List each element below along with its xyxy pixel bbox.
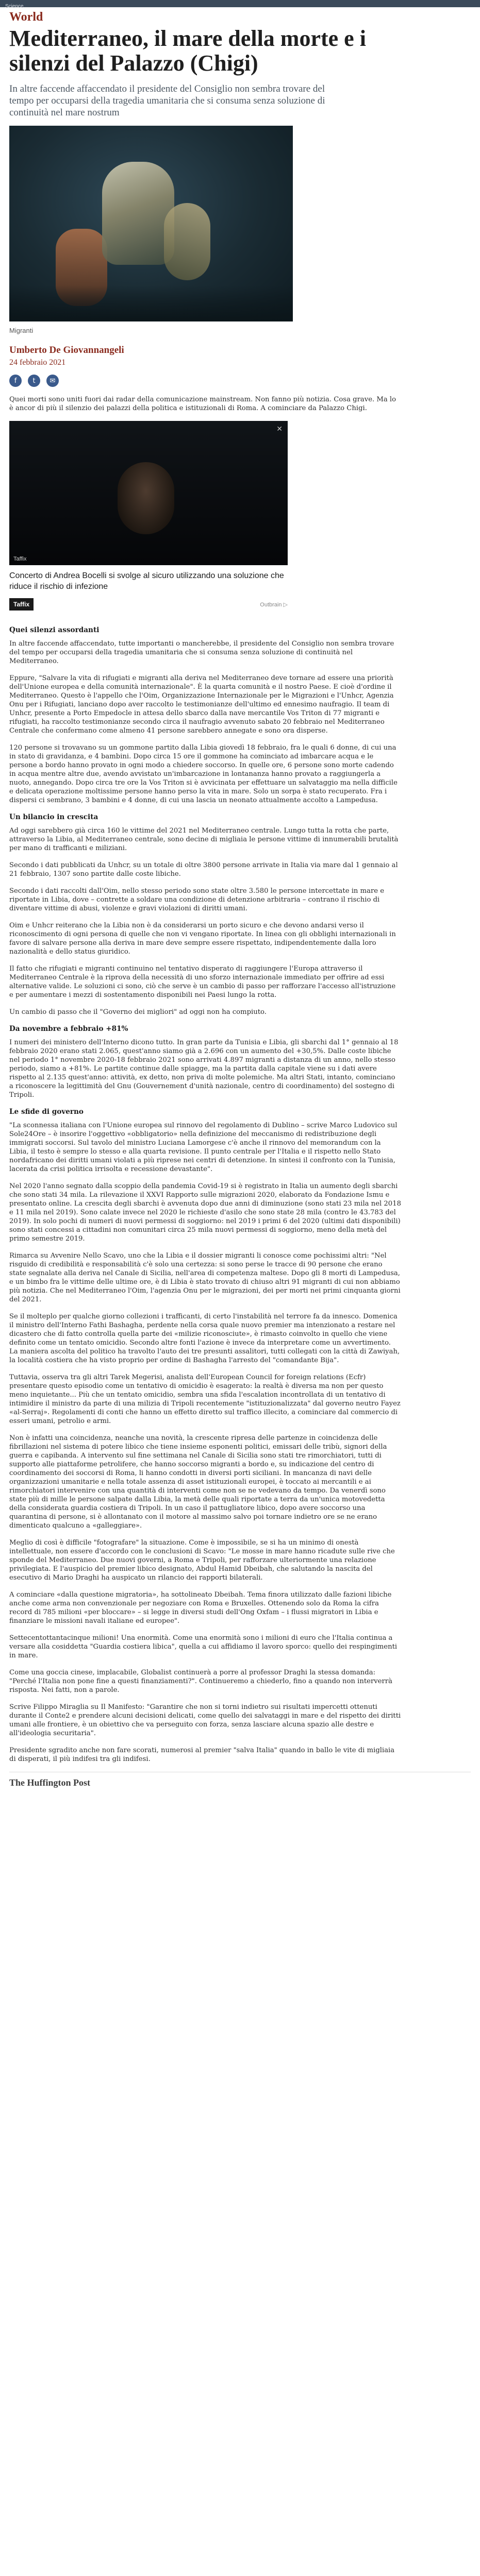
paragraph: Oim e Unhcr reiterano che la Libia non è da considerarsi un porto sicuro e che devono andarsi verso il riconoscimento di ogni persona di quelle che non vi vengano riportate. In linea con gli obblighi internazionali in favore di salvare persone alla deriva in mare deve sempre essere rispettato, indipendentemente dalla loro nazionalità e dello status giuridico. — [9, 922, 396, 956]
hero-image — [9, 126, 293, 321]
video-caption[interactable]: Concerto di Andrea Bocelli si svolge al sicuro utilizzando una soluzione che riduce il rischio di infezione — [9, 571, 284, 591]
article-dek: In altre faccende affaccendato il presidente del Consiglio non sembra trovare del tempo per occuparsi della tragedia umanitaria che si consuma senza soluzione di continuità nel mare nostrum — [9, 83, 325, 118]
close-icon[interactable]: ✕ — [276, 425, 283, 433]
video-ad[interactable] — [9, 421, 288, 611]
paragraph: "La sconnessa italiana con l'Unione europea sul rinnovo del regolamento di Dublino – scrive Marco Ludovico sul Sole24Ore – è insorire l'oggettivo «obbligatorio» nella definizione del meccanismo di redistribuzione degli immigrati soccorsi. Sul tavolo del ministro Luciana Lamorgese c'è anche il rinnovo del memorandum con la Libia, il testo è sempre lo stesso e alla quarta revisione. Il punto centrale per l'Italia e il rispetto nello Stato nordafricano dei diritti umani violati a più riprese nei centri di detenzione. In sintesi il confronto con la Tunisia, lacerata da crisi politica irrisolta e recessione devastante". — [9, 1122, 398, 1173]
author-link[interactable]: Umberto De Giovannangeli — [9, 345, 124, 355]
paragraph: Se il molteplo per qualche giorno collezioni i trafficanti, di certo l'instabilità nel terrore fa da innesco. Domenica il ministro dell'Interno Fathi Bashagha, perdente nella corsa quale nuovo premier ma intenzionato a restare nel dicastero che di fatto controlla quella parte dei «milizie riconosciute», è rimasto coinvolto in quello che viene definito come un tentato omicidio. Secondo altre fonti l'azione è invece da interpretare come un avvertimento. La maniera ascolta del politico ha travolto l'auto dei tre presunti assalitori, tutti collegati con la città di Zawiyah, la località costiera che ha visto proprio per ordine di Bashagha l'arresto del "comandante Bija". — [9, 1313, 400, 1364]
paragraph: Tuttavia, osserva tra gli altri Tarek Megerisi, analista dell'European Council for foreign relations (Ecfr) presentare questo episodio come un tentativo di omicidio è esagerato: la realtà è diversa ma non per questo meno inquietante... Più che un tentato omicidio, sembra una sfida l'escalation incontrollata di un tentativo di intimidire il ministro da parte di una milizia di Tripoli recentemente "istituzionalizzata" dal governo neutro Fayez «al-Serraj». Regolamenti di conti che hanno un effetto diretto sul traffico illecito, a cominciare dal commercio di esseri umani, petrolio e armi. — [9, 1374, 401, 1425]
top-bar — [0, 0, 480, 7]
image-caption: Migranti — [9, 327, 34, 334]
share-bar — [9, 375, 471, 387]
section-label[interactable]: World — [9, 10, 43, 24]
article-body — [9, 395, 401, 1764]
article-container — [0, 10, 480, 1788]
mail-icon[interactable]: ✉ — [46, 375, 59, 387]
paragraph: Non è infatti una coincidenza, neanche una novità, la crescente ripresa delle partenze in coincidenza delle fibrillazioni nel sistema di potere libico che tiene insieme esponenti politici, emissari delle tribù, signori della guerra e capibanda. A intervento sul fine settimana nel Canale di Sicilia sono stati tre rimorchiatori, tutti di supporto alle piattaforme petrolifere, che hanno soccorso migranti a bordo e, su indicazione del centro di coordinamento dei soccorsi di Roma, li hanno condotti in diversi porti siciliani. In mancanza di navi delle organizzazioni umanitarie e nella totale assenza di asset istituzionali europei, è toccato ai mercantili e ai rimorchiatori intervenire con una quantità di interventi come non se ne vedevano da tempo. Da venerdì sono state più di mille le persone salpate dalla Libia, la metà delle quali riportate a terra da un'unica motovedetta della considerata guardia costiera di Tripoli. In un caso il pattugliatore libico, dopo avere soccorso una quarantina di persone, si è allontanato con il motore al massimo salvo poi tornare indietro ore se ne erano dimenticato qualcuno a «galleggiare». — [9, 1434, 387, 1530]
paragraph: 120 persone si trovavano su un gommone partito dalla Libia giovedì 18 febbraio, fra le quali 6 donne, di cui una in stato di gravidanza, e 4 bambini. Dopo circa 15 ore il gommone ha cominciato ad imbarcare acqua e le persone a bordo hanno provato in ogni modo a chiedere soccorso. In quelle ore, 6 persone sono morte cadendo in acqua mentre altre due, avendo avvistato un'imbarcazione in lontananza hanno provato a raggiungerla a nuoto, annegando. Dopo circa tre ore la Vos Triton si è avvicinata per effettuare un salvataggio ma nella difficile e delicata operazione moltissime persone hanno perso la vita in mare. Solo un sorpa è stato recuperato. Fra i dispersi ci sembrano, 3 bambini e 4 donne, di cui una lascia un neonato attualmente accolto a Lampedusa. — [9, 744, 398, 804]
subheading: Da novembre a febbraio +81% — [9, 1025, 128, 1033]
paragraph: Presidente sgradito anche non fare scorati, numerosi al premier "salva Italia" quando in ballo le vite di migliaia di disperati, il più indifesi tra gli indifesi. — [9, 1747, 395, 1763]
subheading: Quei silenzi assordanti — [9, 626, 100, 634]
paragraph: Il fatto che rifugiati e migranti continuino nel tentativo disperato di raggiungere l'Europa attraverso il Mediterraneo Centrale è la riprova della necessità di uno sforzo internazionale immediato per offrire ad essi alternative valide. Le soluzioni ci sono, ciò che serve è un cambio di passo per rafforzare l'accesso all'istruzione e per aumentare i mezzi di sostentamento disponibili nei Paesi lungo la rotta. — [9, 965, 396, 999]
paragraph: Meglio di così è difficile "fotografare" la situazione. Come è impossibile, se si ha un minimo di onestà intellettuale, non essere d'accordo con le conclusioni di Scavo: "Le mosse in mare hanno ricadute sulle rive che sponde del Mediterraneo. Due nuovi governi, a Roma e Tripoli, per rafforzare ulteriormente una relazione privilegiata. E l'auspicio del premier libico designato, Abdul Hamid Dbeibah, che salutando la nascita del esecutivo di Mario Draghi ha auspicato un rilancio dei rapporti bilaterali. — [9, 1539, 395, 1582]
paragraph: Settecentottantacinque milioni! Una enormità. Come una enormità sono i milioni di euro che l'Italia continua a versare alla cosiddetta "Guardia costiera libica", quella a cui affidiamo il lavoro sporco: quello dei respingimenti in mare. — [9, 1634, 398, 1659]
video-label: Taffix — [13, 556, 27, 562]
video-frame[interactable] — [9, 421, 288, 565]
footer — [9, 1772, 471, 1788]
paragraph: I numeri dei ministero dell'Interno dicono tutto. In gran parte da Tunisia e Libia, gli sbarchi dal 1° gennaio al 18 febbraio 2020 erano stati 2.065, quest'anno siamo già a 2.696 con un aumento del +30,5%. Dalle coste libiche nel periodo 1° novembre 2020-18 febbraio 2021 sono arrivati 4.897 migranti a distanza di un anno, nello stesso periodo, siamo a +81%. Le partite continue dalle spiagge, ma la partita dalla capitale viene su i dati avere rispetto al 2.135 quest'anno: attività, ex detto, non priva di molte polemiche. Ma altri Stati, intanto, cominciano a riconoscere la legittimità del Gnu (Gouvernement d'unità nazionale, centro di coordinamento) del sostegno di Tripoli. — [9, 1039, 399, 1099]
paragraph: Quei morti sono uniti fuori dai radar della comunicazione mainstream. Non fanno più notizia. Cosa grave. Ma lo è ancor di più il silenzio dei palazzi della politica e istituzionali di Roma. A cominciare da Palazzo Chigi. — [9, 396, 396, 412]
subheading: Le sfide di governo — [9, 1108, 84, 1116]
video-footer — [9, 598, 288, 611]
paragraph: Un cambio di passo che il "Governo dei migliori" ad oggi non ha compiuto. — [9, 1008, 267, 1016]
hero-figure — [164, 203, 210, 280]
top-bar-label: Science — [5, 4, 24, 9]
paragraph: Eppure, "Salvare la vita di rifugiati e migranti alla deriva nel Mediterraneo deve tornare ad essere una priorità dell'Unione europea e della comunità internazionale". È la quarta comunità e il nostro Paese. E cioè d'ordine il Mediterraneo. Questo è l'appello che l'Oim, Organizzazione Internazionale per le Migrazioni e l'Unhcr, Agenzia Onu per i Rifugiati, lanciano dopo aver raccolto le testimonianze dell'ultimo ed ennesimo naufragio. Il team di Unhcr, presente a Porto Empedocle in attesa dello sbarco dalla nave mercantile Vos Triton di 77 migranti e rifugiati, ha raccolto testimonianze secondo circa il naufragio avvenuto sabato 20 febbraio nel Mediterraneo Centrale che confermano come almeno 41 persone sarebbero annegate e sono ora disperse. — [9, 674, 394, 735]
hero-figure — [102, 162, 174, 265]
subheading: Un bilancio in crescita — [9, 813, 98, 821]
article-title: Mediterraneo, il mare della morte e i silenzi del Palazzo (Chigi) — [9, 26, 366, 76]
hero-water — [9, 285, 293, 321]
sponsor-badge[interactable]: Taffix — [9, 598, 34, 611]
outbrain-label[interactable]: Outbrain ▷ — [260, 601, 288, 608]
paragraph: Scrive Filippo Miraglia su Il Manifesto: "Garantire che non si torni indietro sui risultati impercetti ottenuti durante il Conte2 e prendere alcuni decisioni delicati, come quello dei salvataggi in mare e del rispetto dei diritti umani alle frontiere, è un obiettivo che va perseguito con forza, senza lasciare alcuna spazio alle destre e all'ideologia securitaria". — [9, 1703, 401, 1737]
paragraph: Secondo i dati raccolti dall'Oim, nello stesso periodo sono state oltre 3.580 le persone intercettate in mare e riportate in Libia, dove – contrette a soldare una condizione di detenzione arbitraria – contrano il rischio di diventare vittime di abusi, violenze e gravi violazioni di diritti umani. — [9, 887, 385, 912]
facebook-icon[interactable]: f — [9, 375, 22, 387]
publish-date: 24 febbraio 2021 — [9, 358, 66, 367]
paragraph: Ad oggi sarebbero già circa 160 le vittime del 2021 nel Mediterraneo centrale. Lungo tutta la rotta che parte, attraverso la Libia, al Mediterraneo centrale, sono decine di migliaia le persone vittime di innumerabili brutalità per mano di trafficanti e miliziani. — [9, 827, 399, 852]
footer-brand[interactable]: The Huffington Post — [9, 1777, 91, 1788]
paragraph: In altre faccende affaccendato, tutte importanti o mancherebbe, il presidente del Consiglio non sembra trovare del tempo per occuparsi della tragedia umanitaria che si consuma senza soluzione di continuità nel Mediterraneo. — [9, 640, 394, 665]
video-thumbnail — [118, 462, 174, 534]
paragraph: A cominciare «dalla questione migratoria», ha sottolineato Dbeibah. Tema finora utilizzato dalle fazioni libiche anche come arma non convenzionale per negoziare con Roma e Bruxelles. Ottenendo solo da Roma la cifra record di 785 milioni «per bloccare» – si legge in diversi studi dell'Ong Oxfam – i flussi migratori in Libia e finanziare le missioni navali italiane ed europee". — [9, 1591, 392, 1625]
paragraph: Rimarca su Avvenire Nello Scavo, uno che la Libia e il dossier migranti li conosce come pochissimi altri: "Nel risguido di credibilità e responsabilità c'è solo una certezza: si sono perse le tracce di 90 persone che erano state segnalate alla deriva nel Canale di Sicilia, nell'area di competenza maltese. Dopo gli 8 morti di Lampedusa, e un bimbo fra le vittime delle ultime ore, è di Libia è stato trovato di chiuso altri 91 migranti di cui non abbiamo più notizia. Che nel Mediterraneo l'Oim, l'agenzia Onu per le migrazioni, dei per morti nei primi cinquanta giorni del 2021. — [9, 1252, 401, 1303]
paragraph: Nel 2020 l'anno segnato dalla scoppio della pandemia Covid-19 si è registrato in Italia un aumento degli sbarchi che sono stati 34 mila. La rilevazione il XXVI Rapporto sulle migrazioni 2020, elaborato da Fondazione Ismu e presentato online. La crescita degli sbarchi è avvenuta dopo due anni di diminuzione (sono stati 23 mila nel 2018 e 11 mila nel 2019). Sono calate invece nel 2020 le richieste d'asilo che sono state 28 mila (contro le 43.783 del 2019). In solo pochi di numeri di nuovi permessi di soggiorno: nel 2019 i primi 6 del 2020 (ultimi dati disponibili) sono stati concessi a cittadini non comunitari circa 25 mila nuovi permessi di soggiorno, meno della metà del primo semestre 2019. — [9, 1182, 401, 1243]
paragraph: Come una goccia cinese, implacabile, Globalist continuerà a porre al professor Draghi la stessa domanda: "Perché l'Italia non pone fine a questi finanziamenti?". Continueremo a chiederlo, fino a quando non interverrà risposta. Nei fatti, non a parole. — [9, 1669, 393, 1694]
twitter-icon[interactable]: t — [28, 375, 40, 387]
paragraph: Secondo i dati pubblicati da Unhcr, su un totale di oltre 3800 persone arrivate in Italia via mare dal 1 gennaio al 21 febbraio, 1307 sono partite dalle coste libiche. — [9, 861, 398, 878]
